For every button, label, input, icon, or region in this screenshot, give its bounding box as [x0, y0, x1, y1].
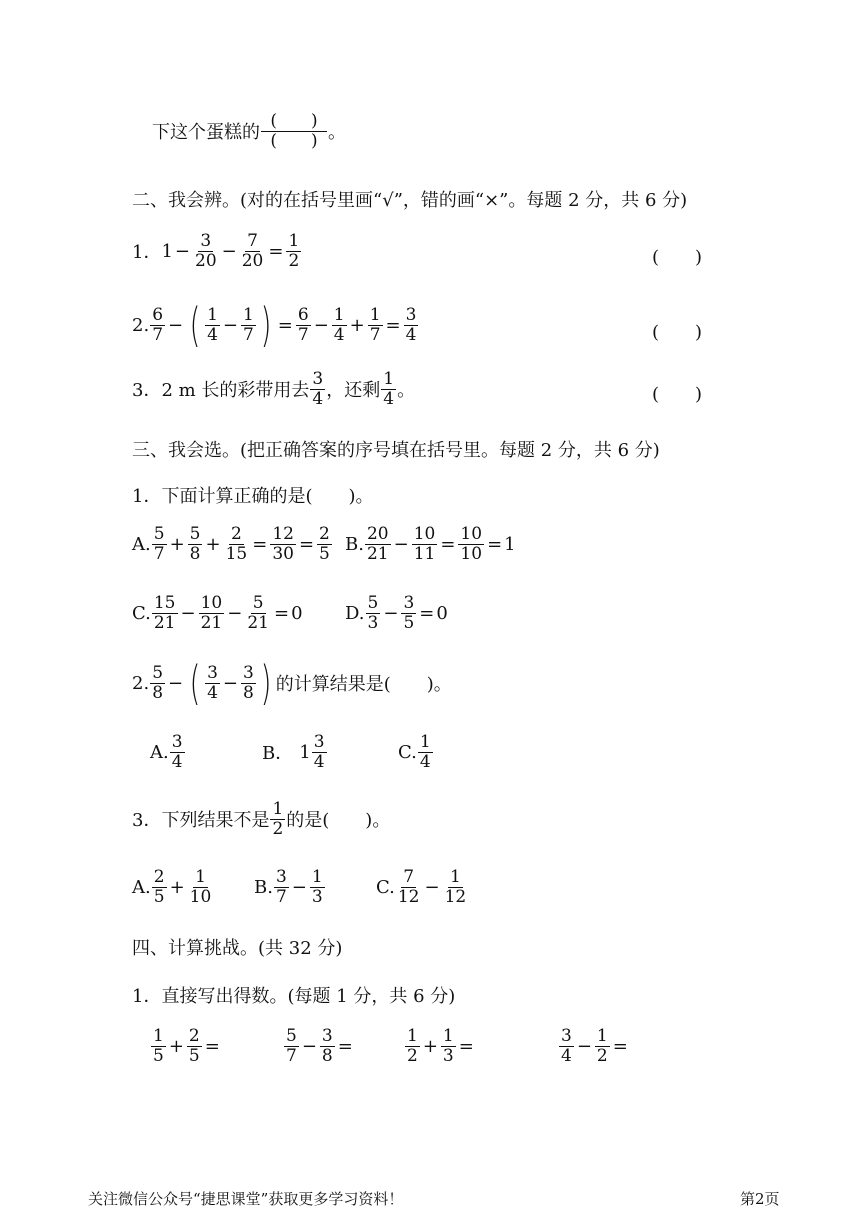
sec3-q1-option-a[interactable]: A. $\frac{5}{7}$ + $\frac{5}{8}$ + $\frac{2}{15}$ = $\frac{12}{30}$ = $\frac{2}{5}$	[132, 524, 330, 564]
section-2-heading: 二、我会辨。(对的在括号里画“√”，错的画“×”。每题 2 分，共 6 分)	[132, 190, 688, 211]
answer-paren-3[interactable]: ( )	[652, 384, 703, 405]
answer-paren-2[interactable]: ( )	[652, 322, 703, 343]
section-3-heading: 三、我会选。(把正确答案的序号填在括号里。每题 2 分，共 6 分)	[132, 440, 660, 461]
answer-paren-1[interactable]: ( )	[652, 247, 703, 268]
sec3-q1-option-b[interactable]: B. $\frac{20}{21}$ − $\frac{10}{11}$ = $\frac{10}{10}$ = 1	[345, 524, 516, 564]
sec3-q3-option-b[interactable]: B. $\frac{3}{7}$ − $\frac{1}{3}$	[254, 867, 323, 907]
sec3-q3-stem: 3．下列结果不是 $\frac{1}{2}$ 的是( )。	[132, 799, 391, 839]
cake-fraction-line: 下这个蛋糕的 $\frac{( )}{( )}$ 。	[152, 111, 346, 151]
footer-promo: 关注微信公众号“捷思课堂”获取更多学习资料！	[88, 1190, 404, 1208]
sec3-q3-option-c[interactable]: C. $\frac{7}{12}$ − $\frac{1}{12}$	[376, 867, 467, 907]
calc-item-1[interactable]: $\frac{1}{5}$ + $\frac{2}{5}$ =	[153, 1026, 220, 1066]
sec3-q1-option-d[interactable]: D. $\frac{5}{3}$ − $\frac{3}{5}$ = 0	[345, 593, 448, 633]
sec3-q3-option-a[interactable]: A. $\frac{2}{5}$ + $\frac{1}{10}$	[132, 867, 212, 907]
section-4-heading: 四、计算挑战。(共 32 分)	[132, 938, 343, 959]
sec3-q1-option-c[interactable]: C. $\frac{15}{21}$ − $\frac{10}{21}$ − $\frac{5}{21}$ = 0	[132, 593, 303, 633]
sec3-q2-option-a[interactable]: A. $\frac{3}{4}$	[150, 732, 183, 772]
page-number: 第2页	[740, 1190, 780, 1208]
calc-item-3[interactable]: $\frac{1}{2}$ + $\frac{1}{3}$ =	[407, 1026, 474, 1066]
calc-item-2[interactable]: $\frac{5}{7}$ − $\frac{3}{8}$ =	[286, 1026, 353, 1066]
sec2-question-2: 2. $\frac{6}{7}$ − ( $\frac{1}{4}$ − $\frac{1}{7}$ ) = $\frac{6}{7}$ − $\frac{1}{4}$ + $\frac{1}{7}$ = $\frac{3}{4}$	[132, 298, 417, 352]
sec4-q1-stem: 1．直接写出得数。(每题 1 分，共 6 分)	[132, 986, 456, 1007]
text: 下这个蛋糕的	[152, 122, 260, 144]
sec3-q2-option-c[interactable]: C. $\frac{1}{4}$	[398, 732, 431, 772]
sec3-q1-stem: 1．下面计算正确的是( )。	[132, 486, 374, 507]
sec3-q2-stem: 2. $\frac{5}{8}$ − ( $\frac{3}{4}$ − $\frac{3}{8}$ ) 的计算结果是( )。	[132, 656, 452, 710]
sec3-q2-option-b[interactable]: B． 1 $\frac{3}{4}$	[262, 732, 325, 772]
blank-fraction[interactable]: $\frac{( )}{( )}$	[261, 112, 327, 150]
calc-item-4[interactable]: $\frac{3}{4}$ − $\frac{1}{2}$ =	[561, 1026, 628, 1066]
sec2-question-3: 3． 2 m 长的彩带用去 $\frac{3}{4}$ ，还剩 $\frac{1}{4}$ 。	[132, 369, 416, 409]
sec2-question-1: 1． 1 − $\frac{3}{20}$ − $\frac{7}{20}$ = $\frac{1}{2}$	[132, 231, 300, 271]
